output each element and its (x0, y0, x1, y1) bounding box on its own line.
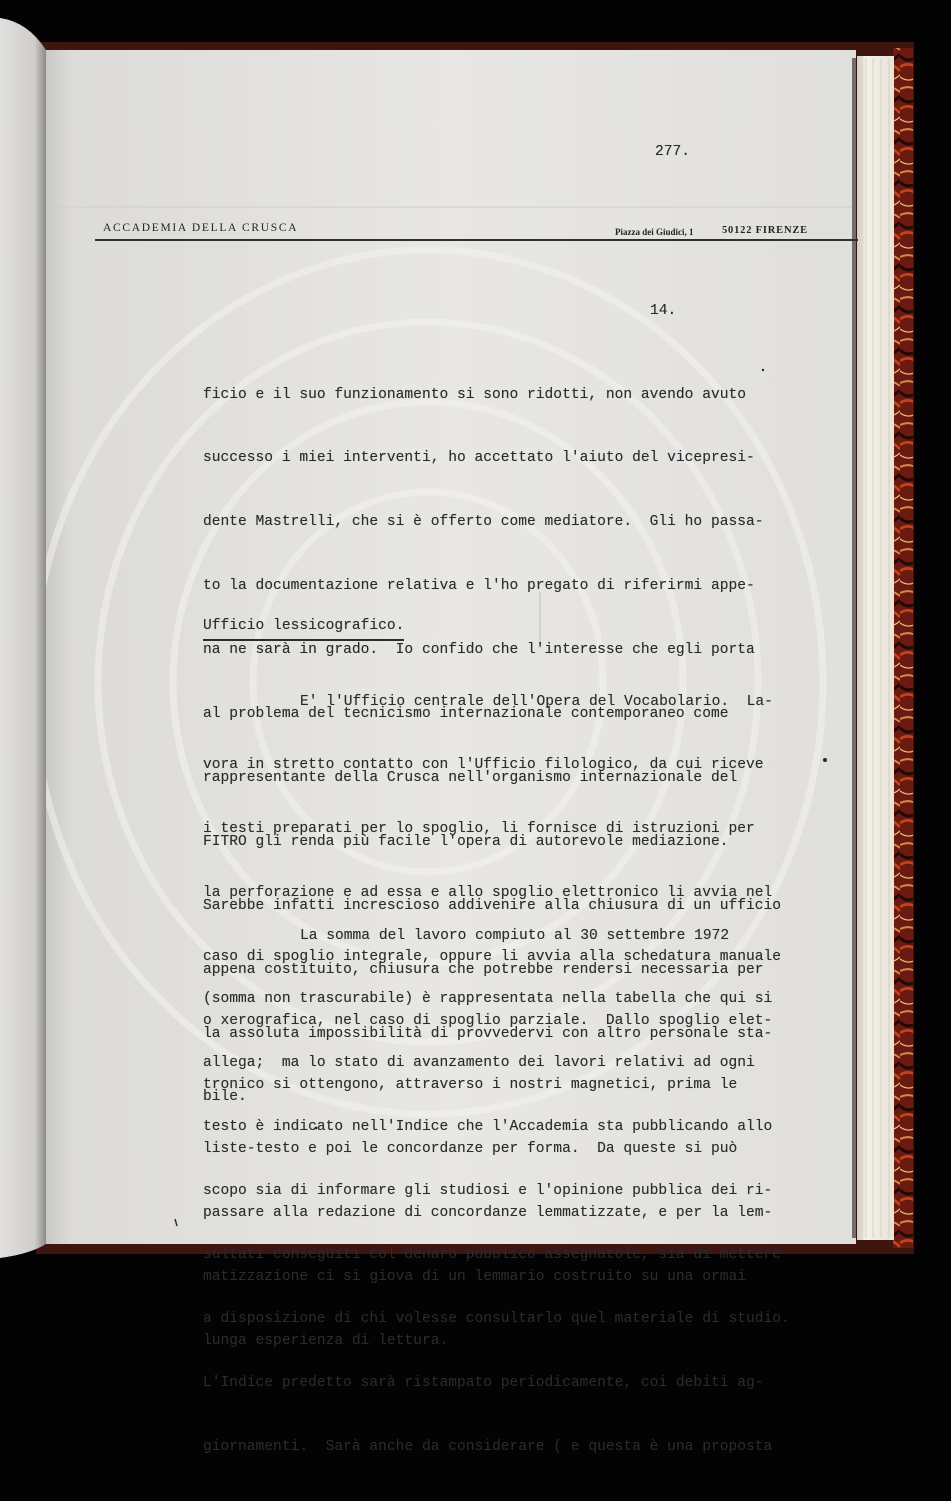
letterhead-institution: ACCADEMIA DELLA CRUSCA (103, 222, 299, 234)
text-line: matizzazione ci si giova di un lemmario costruito su una ormai (203, 1268, 746, 1285)
text-line: vora in stretto contatto con l'Ufficio filologico, da cui riceve (203, 757, 764, 774)
text-line: L'Indice predetto sarà ristampato periodicamente, coi debiti ag- (203, 1374, 764, 1391)
text-line: giornamenti. Sarà anche da considerare ( e questa è una proposta (203, 1438, 773, 1455)
text-line: appena costituito, chiusura che potrebbe rendersi necessaria per (203, 961, 764, 978)
text-line: i testi preparati per lo spoglio, li fornisce di istruzioni per (203, 821, 755, 838)
section-heading: Ufficio lessicografico. (203, 616, 404, 641)
text-line: E' l'Ufficio centrale dell'Opera del Vocabolario. La- (300, 693, 773, 710)
text-line: sultati conseguiti col denaro pubblico assegnatole, sia di mettere (203, 1247, 782, 1264)
text-line: (somma non trascurabile) è rappresentata nella tabella che qui si (203, 991, 773, 1008)
page-number: 14. (650, 303, 677, 319)
text-line: La somma del lavoro compiuto al 30 settembre 1972 (300, 927, 730, 944)
letterhead-city: 50122 FIRENZE (722, 225, 808, 236)
folio-number: 277. (655, 144, 691, 160)
page-stack (857, 56, 894, 1240)
text-line: passare alla redazione di concordanze lemmatizzate, e per la lem- (203, 1204, 773, 1221)
text-line: to la documentazione relativa e l'ho pregato di riferirmi appe- (203, 578, 755, 595)
letterhead-rule (95, 239, 858, 241)
text-line: caso di spoglio integrale, oppure li avvia alla schedatura manuale (203, 949, 782, 966)
letterhead-address: Piazza dei Giudici, 1 (615, 227, 694, 237)
paragraph-3 (203, 883, 790, 1501)
text-line: Sarebbe infatti increscioso addivenire alla chiusura di un ufficio (203, 897, 782, 914)
text-line: la assoluta impossibilità di provvedervi con altro personale sta- (203, 1025, 773, 1042)
text-line: ficio e il suo funzionamento si sono ridotti, non avendo avuto (203, 386, 746, 403)
page-edge-shadow (852, 58, 856, 1238)
text-line: bile. (203, 1089, 247, 1106)
text-line: scopo sia di informare gli studiosi e l'opinione pubblica dei ri- (203, 1183, 773, 1200)
text-line: successo i miei interventi, ho accettato l'aiuto del vicepresi- (203, 450, 755, 467)
text-line: al problema del tecnicismo internazionale contemporaneo come (203, 706, 729, 723)
marbled-edge (893, 48, 913, 1248)
text-line: lunga esperienza di lettura. (203, 1332, 449, 1349)
opposite-page (0, 18, 46, 1258)
text-line: FITRO gli renda più facile l'opera di autorevole mediazione. (203, 833, 729, 850)
text-line: dente Mastrelli, che si è offerto come mediatore. Gli ho passa- (203, 514, 764, 531)
text-line: testo è indicato nell'Indice che l'Accademia sta pubblicando allo (203, 1119, 773, 1136)
text-line: liste-testo e poi le concordanze per forma. Da queste si può (203, 1140, 738, 1157)
text-line: a disposizione di chi volesse consultarlo quel materiale di studio. (203, 1310, 790, 1327)
text-line: la perforazione e ad essa e allo spoglio elettronico li avvia nel (203, 885, 773, 902)
text-line: na ne sarà in grado. Io confido che l'interesse che egli porta (203, 642, 755, 659)
text-line: rappresentante della Crusca nell'organismo internazionale del (203, 769, 738, 786)
text-line: o xerografica, nel caso di spoglio parziale. Dallo spoglio elet- (203, 1013, 773, 1030)
text-line: allega; ma lo stato di avanzamento dei lavori relativi ad ogni (203, 1055, 755, 1072)
text-line: tronico si ottengono, attraverso i nostri magnetici, prima le (203, 1076, 738, 1093)
